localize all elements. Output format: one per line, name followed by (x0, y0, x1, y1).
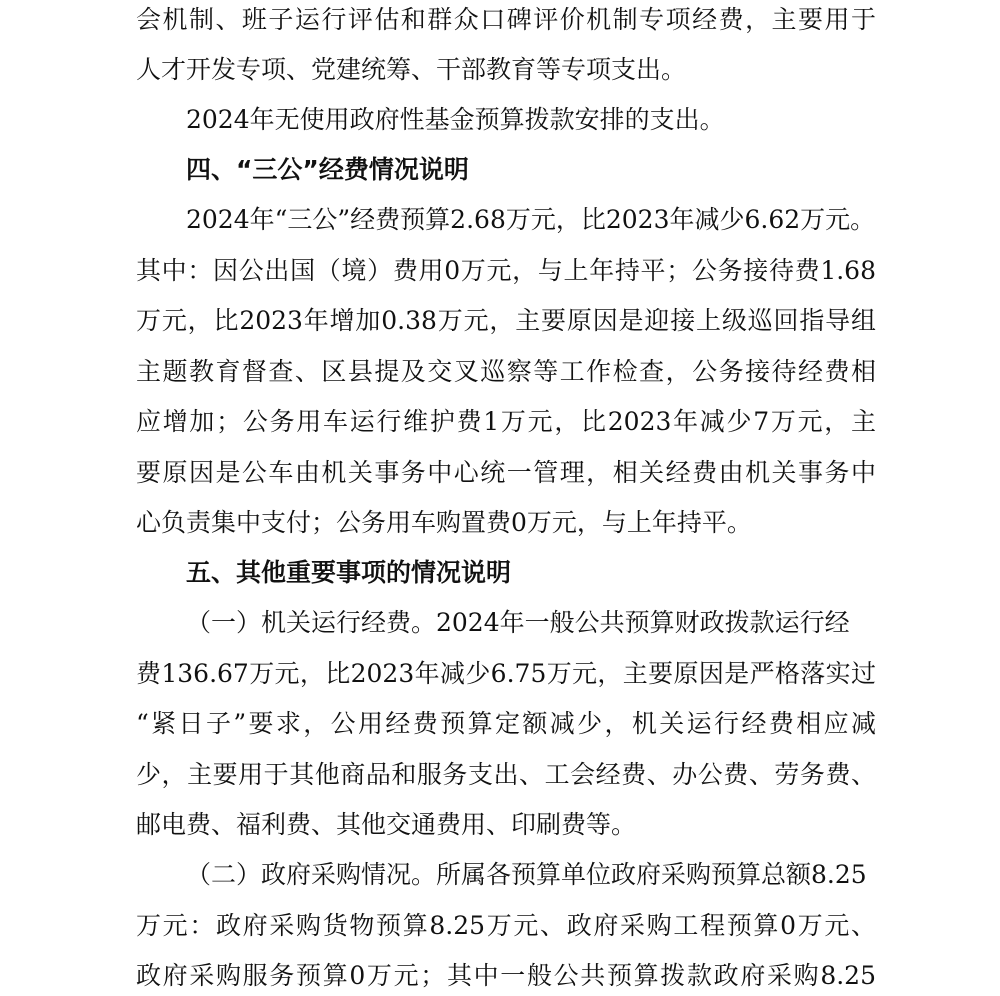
paragraph-line: 少，主要用于其他商品和服务支出、工会经费、办公费、劳务费、 (136, 760, 876, 789)
paragraph-line: 其中：因公出国（境）费用0万元，与上年持平；公务接待费1.68 (136, 256, 876, 285)
paragraph-line: 要原因是公车由机关事务中心统一管理，相关经费由机关事务中 (136, 458, 876, 487)
paragraph-line: （二）政府采购情况。所属各预算单位政府采购预算总额8.25 (186, 860, 867, 889)
paragraph-line: “紧日子”要求，公用经费预算定额减少，机关运行经费相应减 (136, 709, 876, 738)
paragraph-line: 主题教育督查、区县提及交叉巡察等工作检查，公务接待经费相 (136, 357, 876, 386)
paragraph-line: 人才开发专项、党建统筹、干部教育等专项支出。 (136, 55, 687, 84)
paragraph-line: 心负责集中支付；公务用车购置费0万元，与上年持平。 (136, 508, 752, 537)
paragraph-line: 费136.67万元，比2023年减少6.75万元，主要原因是严格落实过 (136, 659, 876, 688)
paragraph-line: 会机制、班子运行评估和群众口碑评价机制专项经费，主要用于 (136, 5, 876, 34)
paragraph-line: 邮电费、福利费、其他交通费用、印刷费等。 (136, 810, 637, 839)
section-heading: 四、“三公”经费情况说明 (186, 155, 469, 184)
section-heading: 五、其他重要事项的情况说明 (186, 558, 512, 587)
paragraph-line: 应增加；公务用车运行维护费1万元，比2023年减少7万元，主 (136, 407, 876, 436)
paragraph-line: 万元，比2023年增加0.38万元，主要原因是迎接上级巡回指导组 (136, 306, 876, 335)
paragraph-line: 2024年无使用政府性基金预算拨款安排的支出。 (186, 105, 725, 134)
paragraph-line: （一）机关运行经费。2024年一般公共预算财政拨款运行经 (186, 608, 850, 637)
paragraph-line: 万元：政府采购货物预算8.25万元、政府采购工程预算0万元、 (136, 911, 876, 940)
paragraph-line: 政府采购服务预算0万元；其中一般公共预算拨款政府采购8.25 (136, 961, 876, 990)
paragraph-line: 2024年“三公”经费预算2.68万元，比2023年减少6.62万元。 (186, 205, 876, 234)
